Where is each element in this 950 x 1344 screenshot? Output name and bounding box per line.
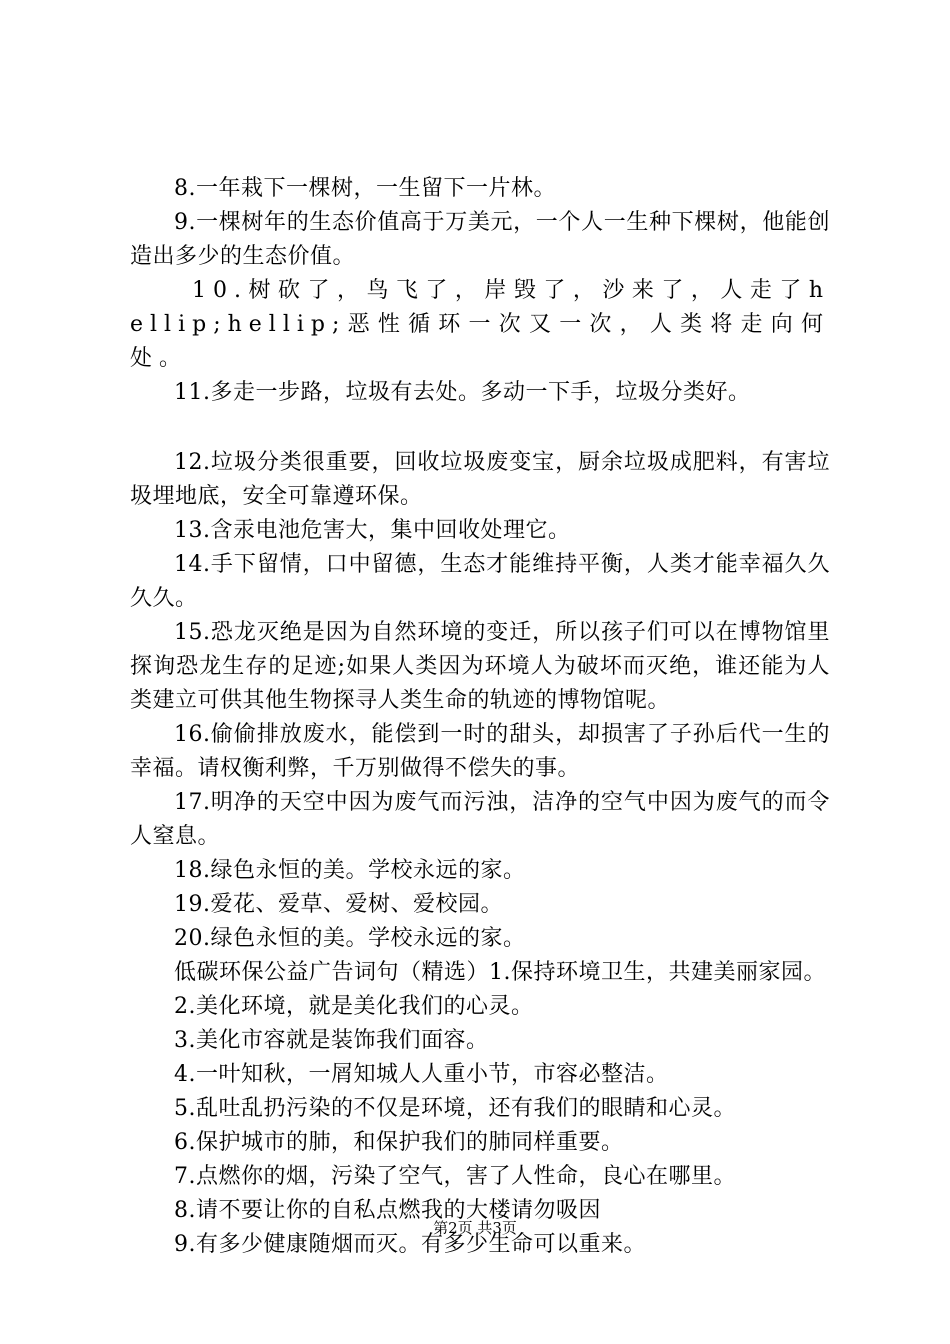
paragraph: 20.绿色永恒的美。学校永远的家。 bbox=[174, 926, 526, 951]
paragraph: 7.点燃你的烟，污染了空气，害了人性命，良心在哪里。 bbox=[174, 1164, 736, 1189]
paragraph: 16.偷偷排放废水，能偿到一时的甜头，却损害了子孙后代一生的幸福。请权衡利弊，千万别做得不偿失的事。 bbox=[130, 722, 830, 781]
paragraph: 11.多走一步路，垃圾有去处。多动一下手，垃圾分类好。 bbox=[174, 380, 751, 405]
paragraph: 9.有多少健康随烟而灭。有多少生命可以重来。 bbox=[174, 1232, 646, 1257]
paragraph: 5.乱吐乱扔污染的不仅是环境，还有我们的眼睛和心灵。 bbox=[174, 1096, 736, 1121]
paragraph: 6.保护城市的肺，和保护我们的肺同样重要。 bbox=[174, 1130, 624, 1155]
paragraph: 9.一棵树年的生态价值高于万美元，一个人一生种下棵树，他能创造出多少的生态价值。 bbox=[130, 210, 830, 269]
paragraph-heading: 低碳环保公益广告词句（精选）1.保持环境卫生，共建美丽家园。 bbox=[174, 960, 826, 985]
page-number-footer: 第2页 共3页 bbox=[433, 1219, 517, 1237]
paragraph: 3.美化市容就是装饰我们面容。 bbox=[174, 1028, 489, 1053]
paragraph: 8.请不要让你的自私点燃我的大楼请勿吸因 bbox=[174, 1198, 601, 1223]
paragraph: 13.含汞电池危害大，集中回收处理它。 bbox=[174, 518, 571, 543]
paragraph: 10.树砍了，鸟飞了，岸毁了，沙来了，人走了hellip;hellip;恶性循环一次又一次，人类将走向何处。 bbox=[130, 278, 830, 371]
paragraph: 15.恐龙灭绝是因为自然环境的变迁，所以孩子们可以在博物馆里探询恐龙生存的足迹;如果人类因为环境人为破坏而灭绝，谁还能为人类建立可供其他生物探寻人类生命的轨迹的博物馆呢。 bbox=[130, 620, 830, 713]
paragraph: 2.美化环境，就是美化我们的心灵。 bbox=[174, 994, 534, 1019]
paragraph: 17.明净的天空中因为废气而污浊，洁净的空气中因为废气的而令人窒息。 bbox=[130, 790, 830, 849]
paragraph: 8.一年栽下一棵树，一生留下一片林。 bbox=[174, 176, 556, 201]
paragraph: 12.垃圾分类很重要，回收垃圾废变宝，厨余垃圾成肥料，有害垃圾埋地底，安全可靠遵环保。 bbox=[130, 450, 830, 509]
paragraph: 19.爱花、爱草、爱树、爱校园。 bbox=[174, 892, 503, 917]
document-body bbox=[130, 172, 830, 1262]
paragraph: 14.手下留情，口中留德，生态才能维持平衡，人类才能幸福久久久久。 bbox=[130, 552, 830, 611]
paragraph: 18.绿色永恒的美。学校永远的家。 bbox=[174, 858, 526, 883]
paragraph: 4.一叶知秋，一屑知城人人重小节，市容必整洁。 bbox=[174, 1062, 669, 1087]
